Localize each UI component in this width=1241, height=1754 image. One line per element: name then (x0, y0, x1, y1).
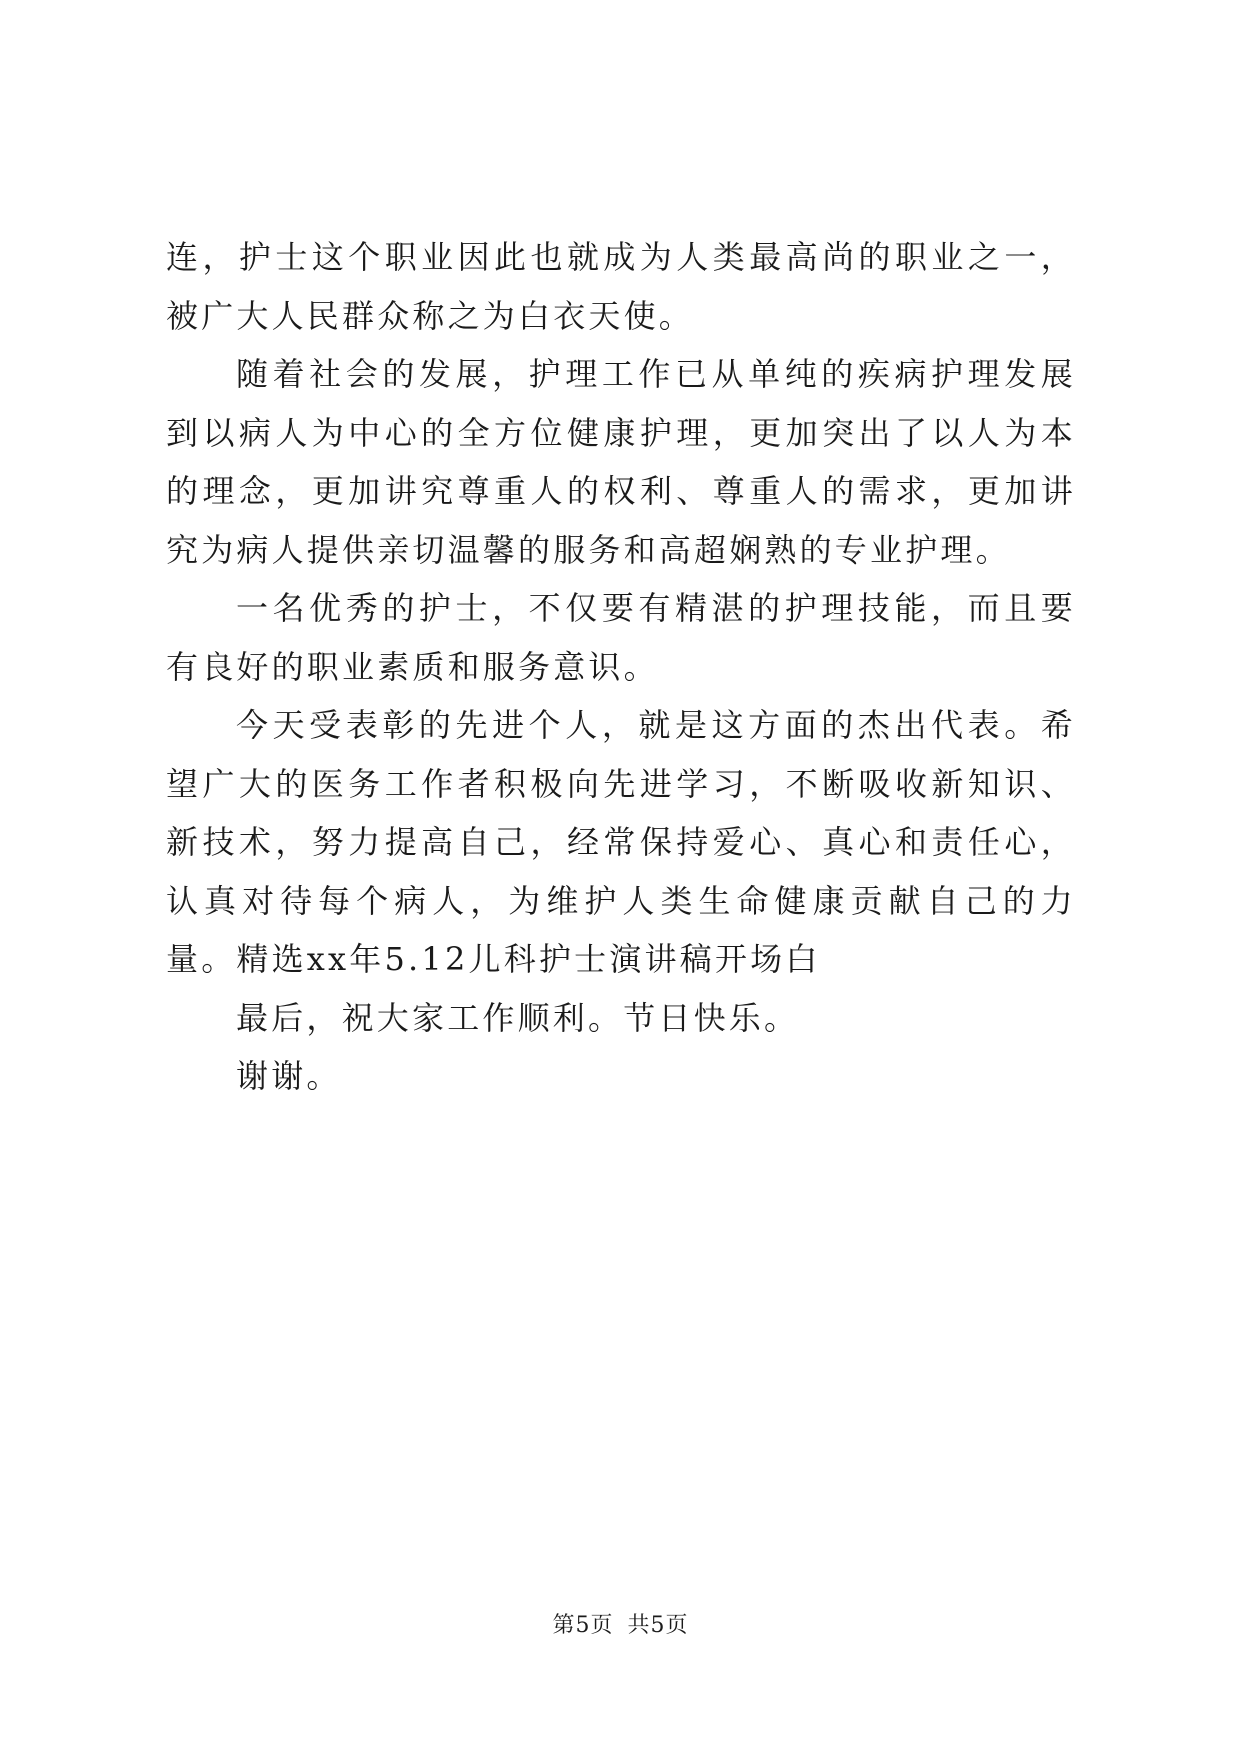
document-body (166, 228, 1076, 1106)
page-total: 共5页 (627, 1613, 689, 1638)
paragraph-excellent-nurse: 一名优秀的护士，不仅要有精湛的护理技能，而且要有良好的职业素质和服务意识。 (166, 589, 1076, 686)
page-footer (0, 1608, 1241, 1639)
paragraph-thanks: 谢谢。 (236, 1057, 342, 1095)
paragraph-commendation: 今天受表彰的先进个人，就是这方面的杰出代表。希望广大的医务工作者积极向先进学习，不断吸收新知识、新技术，努力提高自己，经常保持爱心、真心和责任心，认真对待每个病人，为维护人类生命健康贡献自己的力量。精选xx年5.12儿科护士演讲稿开场白 (166, 706, 1076, 978)
page-number: 第5页 (552, 1613, 614, 1638)
paragraph-closing-wishes: 最后，祝大家工作顺利。节日快乐。 (236, 998, 800, 1037)
paragraph-continuation: 连，护士这个职业因此也就成为人类最高尚的职业之一，被广大人民群众称之为白衣天使。 (166, 238, 1076, 335)
paragraph-nursing-development: 随着社会的发展，护理工作已从单纯的疾病护理发展到以病人为中心的全方位健康护理，更加突出了以人为本的理念，更加讲究尊重人的权利、尊重人的需求，更加讲究为病人提供亲切温馨的服务和高超娴熟的专业护理。 (166, 355, 1076, 569)
